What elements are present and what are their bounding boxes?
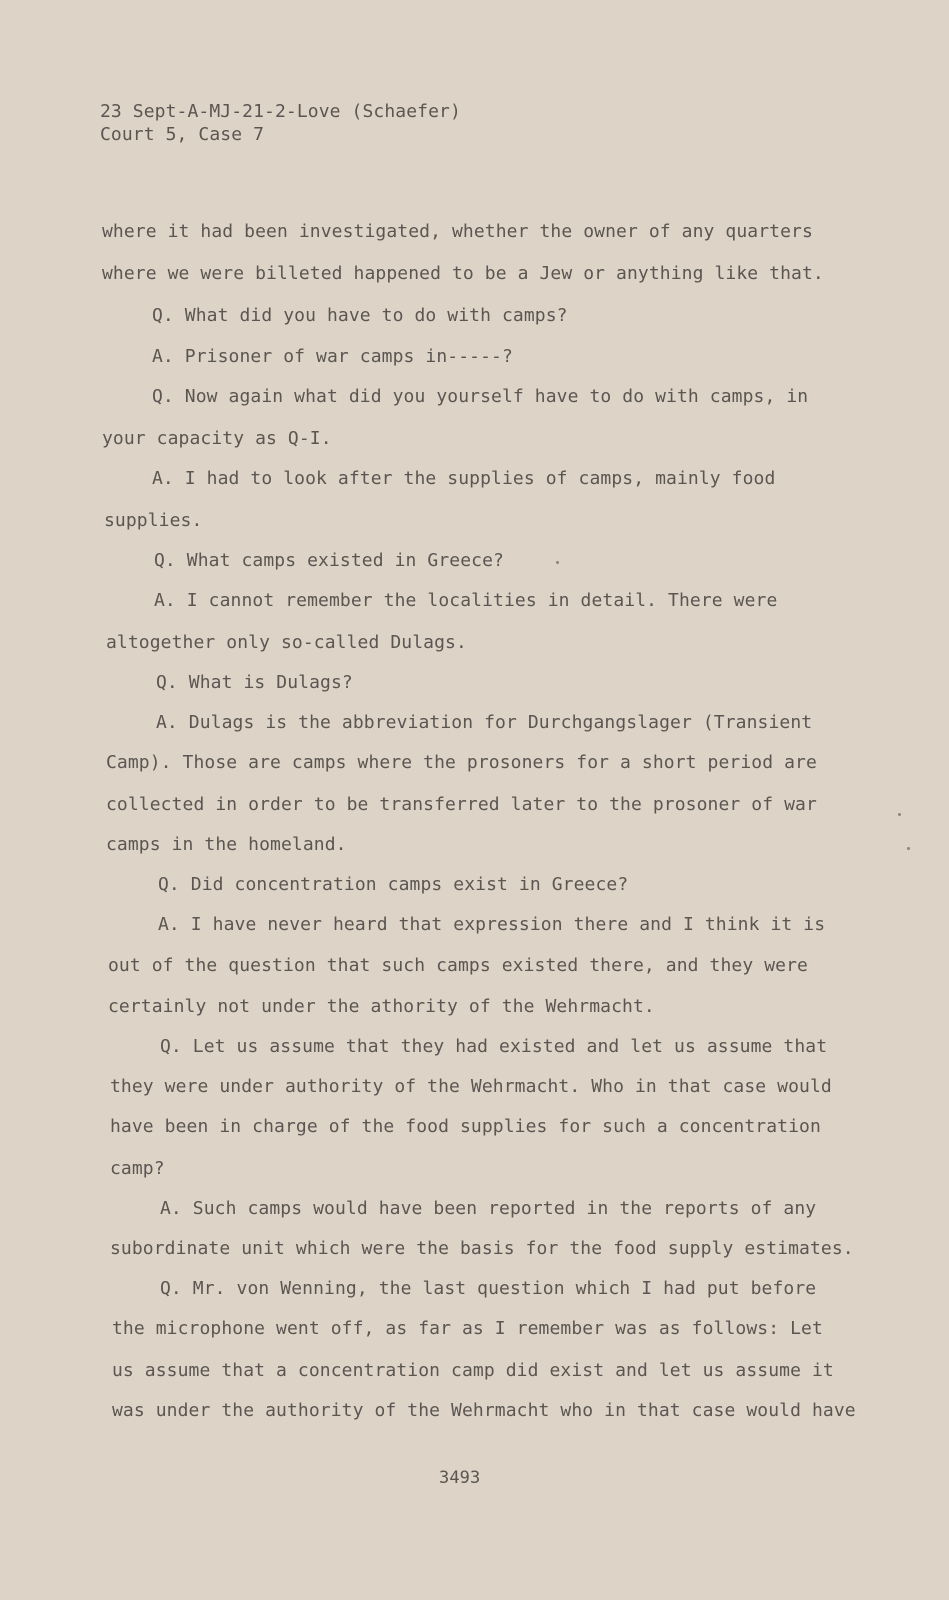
header-line-2: Court 5, Case 7 (100, 124, 265, 145)
body-line: Q. Did concentration camps exist in Greece? (158, 874, 629, 895)
body-line: Q. What did you have to do with camps? (152, 305, 568, 326)
body-line: altogether only so-called Dulags. (106, 632, 467, 653)
body-line: Q. Let us assume that they had existed and let us assume that (160, 1036, 828, 1057)
paper-speck (907, 847, 910, 850)
body-line: Q. What is Dulags? (156, 672, 353, 693)
body-line: Q. Mr. von Wenning, the last question which I had put before (160, 1278, 817, 1299)
body-line: they were under authority of the Wehrmacht. Who in that case would (110, 1076, 832, 1097)
body-line: your capacity as Q-I. (102, 428, 332, 449)
body-line: was under the authority of the Wehrmacht who in that case would have (112, 1400, 856, 1421)
body-line: where we were billeted happened to be a Jew or anything like that. (102, 263, 824, 284)
body-line: A. I cannot remember the localities in detail. There were (154, 590, 778, 611)
body-line: Q. Now again what did you yourself have to do with camps, in (152, 386, 809, 407)
body-line: out of the question that such camps existed there, and they were (108, 955, 808, 976)
header-line-1: 23 Sept-A-MJ-21-2-Love (Schaefer) (100, 101, 461, 122)
body-line: supplies. (104, 510, 203, 531)
paper-speck (898, 813, 901, 816)
body-line: camp? (110, 1158, 165, 1179)
body-line: us assume that a concentration camp did exist and let us assume it (112, 1360, 834, 1381)
body-line: Camp). Those are camps where the prosoners for a short period are (106, 752, 817, 773)
body-line: collected in order to be transferred later to the prosoner of war (106, 794, 817, 815)
body-line: A. I had to look after the supplies of camps, mainly food (152, 468, 776, 489)
body-line: certainly not under the athority of the Wehrmacht. (108, 996, 655, 1017)
paper-speck (556, 561, 559, 564)
body-line: subordinate unit which were the basis for the food supply estimates. (110, 1238, 854, 1259)
body-line: where it had been investigated, whether the owner of any quarters (102, 221, 813, 242)
body-line: A. Prisoner of war camps in-----? (152, 346, 513, 367)
page-number: 3493 (439, 1468, 481, 1488)
body-line: A. I have never heard that expression there and I think it is (158, 914, 826, 935)
body-line: A. Dulags is the abbreviation for Durchgangslager (Transient (156, 712, 813, 733)
body-line: have been in charge of the food supplies for such a concentration (110, 1116, 821, 1137)
body-line: A. Such camps would have been reported in the reports of any (160, 1198, 817, 1219)
body-line: the microphone went off, as far as I remember was as follows: Let (112, 1318, 823, 1339)
body-line: camps in the homeland. (106, 834, 347, 855)
body-line: Q. What camps existed in Greece? (154, 550, 504, 571)
